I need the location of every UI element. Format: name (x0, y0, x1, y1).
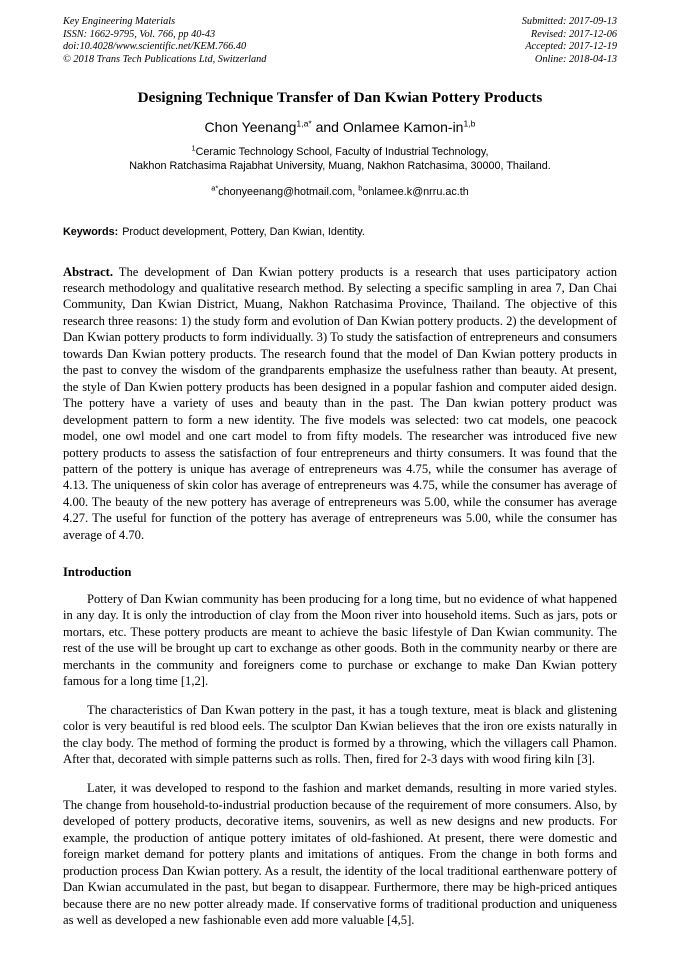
affiliation-line-1 (63, 142, 617, 160)
email-address-first[interactable]: chonyeenang@hotmail.com, (218, 185, 356, 198)
affiliation-line-2: Nakhon Ratchasima Rajabhat University, Muang, Nakhon Ratchasima, 30000, Thailand. (129, 160, 551, 173)
affiliation-department: Ceramic Technology School, Faculty of Industrial Technology, (195, 145, 489, 158)
author-name-first: Chon Yeenang (204, 118, 297, 135)
abstract-text: The development of Dan Kwian pottery products is a research that uses participatory action research methodology and qualitative research method. By selecting a specific sampling in area 7, Dan Chai Community, Dan Kwian District, Muang, Nakhon Ratchasima Province, Thailand. The objective of this research three reasons: 1) the study form and evolution of Dan Kwian pottery products. 2) the development of Dan Kwian pottery products to form individually. 3) To study the satisfaction of entrepreneurs and consumers towards Dan Kwian pottery products. The research found that the model of Dan Kwian pottery products in the past to convey the wisdom of the grandparents emphasize the usefulness rather than beauty. At present, the style of Dan Kwien pottery products has been designed in a popular fashion and computer aided design. The pottery have a variety of uses and beauty than in the past. The Dan kwian pottery product was development pattern to form a new identity. The five models was selected: two cat models, one peacock model, one owl model and one cart model to from fifty models. The researcher was introduced five new pottery products to assess the satisfaction of four entrepreneurs and thirty consumers. It was found that the pattern of the pottery is unique has average of entrepreneurs was 4.75, while the consumer has average of 4.13. The uniqueness of skin color has average of entrepreneurs was 4.75, while the consumer has average of 4.00. The beauty of the new pottery has average of entrepreneurs was 5.00, while the consumer has average 4.27. The useful for function of the pottery has average of entrepreneurs was 5.00, while the consumer has average of 4.70. (63, 264, 618, 542)
paper-title: Designing Technique Transfer of Dan Kwian Pottery Products (137, 89, 543, 107)
author-conjunction: and (311, 118, 343, 135)
journal-name: Key Engineering Materials (63, 16, 176, 27)
affiliation-block (63, 142, 617, 174)
journal-info-left (63, 16, 266, 66)
author-emails (63, 182, 617, 199)
keywords-value: Product development, Pottery, Dan Kwian, Identity. (122, 225, 365, 238)
date-accepted: Accepted: 2017-12-19 (525, 41, 617, 53)
affiliation-marker: 1 (191, 142, 196, 152)
introduction-paragraph-1: Pottery of Dan Kwian community has been producing for a long time, but no evidence of what happened in any day. It is only the introduction of clay from the Moon river into household items. Such as jars, pots or mortars, etc. These pottery products are meant to achieve the basic lifestyle of Dan Kwian community. The rest of the use will be brought up cart to exchange as other goods. Both in the community nearby or there are merchants in the community and foreigners come to purchase or exchange to make Dan Kwian pottery famous for a long time [1,2]. (63, 591, 617, 688)
journal-copyright: © 2018 Trans Tech Publications Ltd, Switzerland (63, 53, 267, 65)
journal-running-header (63, 16, 617, 66)
section-heading-introduction: Introduction (63, 565, 132, 580)
date-submitted: Submitted: 2017-09-13 (521, 16, 617, 27)
abstract-label: Abstract. (63, 264, 114, 279)
email-address-second[interactable]: onlamee.k@nrru.ac.th (362, 185, 469, 198)
author-affiliation-marker-second: 1,b (463, 117, 476, 128)
email-marker-first: a* (211, 182, 219, 192)
date-online: Online: 2018-04-13 (534, 53, 617, 65)
journal-issn-volume: ISSN: 1662-9795, Vol. 766, pp 40-43 (63, 28, 216, 40)
introduction-paragraph-3: Later, it was developed to respond to the fashion and market demands, resulting in more varied styles. The change from household-to-industrial production because of the requirement of more consumers. Also, by developed of pottery products, decorative items, souvenirs, as well as new designs and new products. For example, the production of antique pottery imitates of old-fashioned. At present, there were domestic and foreign market demand for pottery plants and imitations of antiques. From the change in both forms and production process Dan Kwian pottery. As a result, the identity of the local traditional earthenware pottery of Dan Kwian accumulated in the past, but began to disappear. Furthermore, there may be high-priced antiques because there are no new potter already made. If conservative forms of traditional production and uniqueness as well as developed a new fashionable even add more valuable [4,5]. (63, 781, 617, 928)
introduction-paragraph-2: The characteristics of Dan Kwan pottery in the past, it has a tough texture, meat is black and glistening color is very beautiful is red blood eels. The sculptor Dan Kwian believes that the iron ore exists naturally in the clay body. The method of forming the product is formed by a throwing, which the villagers call Phamon. After that, decorated with simple patterns such as rolls. Then, fired for 2-3 days with wood firing kiln [3]. (63, 703, 617, 767)
date-revised: Revised: 2017-12-06 (530, 28, 617, 40)
author-affiliation-marker-first: 1,a* (296, 117, 312, 128)
keywords-line (63, 225, 617, 239)
keywords-label: Keywords: (63, 225, 119, 238)
author-list (63, 118, 617, 136)
journal-doi: doi:10.4028/www.scientific.net/KEM.766.40 (63, 41, 247, 53)
publication-dates-right (522, 16, 617, 66)
email-marker-second: b (358, 182, 363, 192)
author-name-second: Onlamee Kamon-in (342, 118, 464, 135)
abstract-paragraph (63, 264, 617, 544)
